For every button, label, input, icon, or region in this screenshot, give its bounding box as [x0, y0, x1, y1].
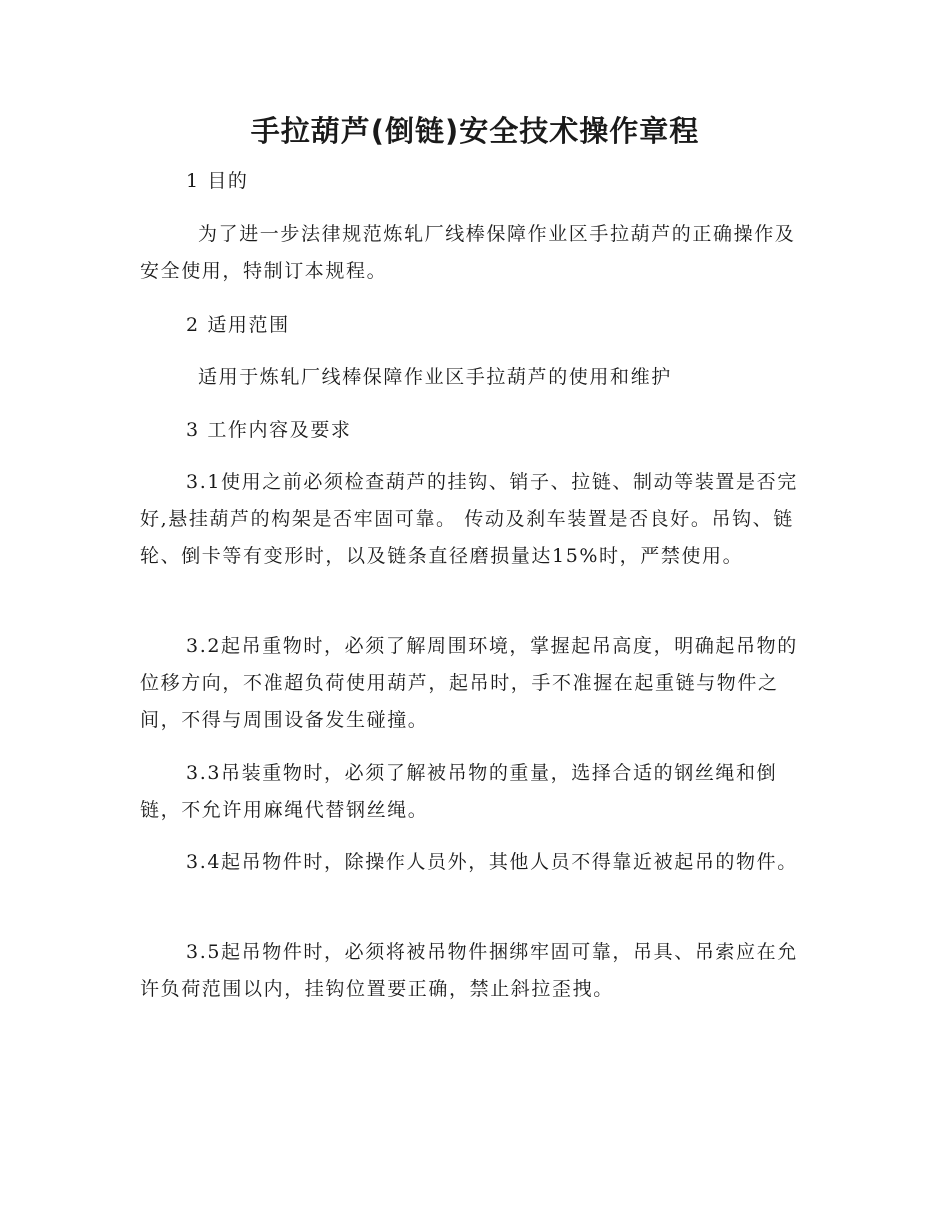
section-heading-purpose: 1 目的 — [186, 170, 249, 192]
requirement-item-3-4: 3.4起吊物件时，除操作人员外，其他人员不得靠近被起吊的物件。 — [186, 851, 798, 873]
scope-paragraph: 适用于炼轧厂线棒保障作业区手拉葫芦的使用和维护 — [198, 366, 672, 388]
section-heading-content: 3 工作内容及要求 — [186, 419, 352, 441]
requirement-item-3-1: 3.1使用之前必须检查葫芦的挂钩、销子、拉链、制动等装置是否完好,悬挂葫芦的构架是否牢固可靠。 传动及刹车装置是否良好。吊钩、链轮、倒卡等有变形时，以及链条直径磨损量达15%时，严禁使用。 — [140, 471, 798, 567]
section-heading-scope: 2 适用范围 — [186, 314, 290, 336]
requirement-item-3-3: 3.3吊装重物时，必须了解被吊物的重量，选择合适的钢丝绳和倒链，不允许用麻绳代替钢丝绳。 — [140, 762, 778, 821]
document-title: 手拉葫芦(倒链)安全技术操作章程 — [250, 114, 700, 148]
purpose-paragraph: 为了进一步法律规范炼轧厂线棒保障作业区手拉葫芦的正确操作及安全使用，特制订本规程。 — [140, 223, 796, 282]
requirement-item-3-5: 3.5起吊物件时，必须将被吊物件捆绑牢固可靠，吊具、吊索应在允许负荷范围以内，挂钩位置要正确，禁止斜拉歪拽。 — [140, 941, 798, 1000]
requirement-item-3-2: 3.2起吊重物时，必须了解周围环境，掌握起吊高度，明确起吊物的位移方向，不准超负荷使用葫芦，起吊时，手不准握在起重链与物件之间，不得与周围设备发生碰撞。 — [140, 635, 798, 731]
